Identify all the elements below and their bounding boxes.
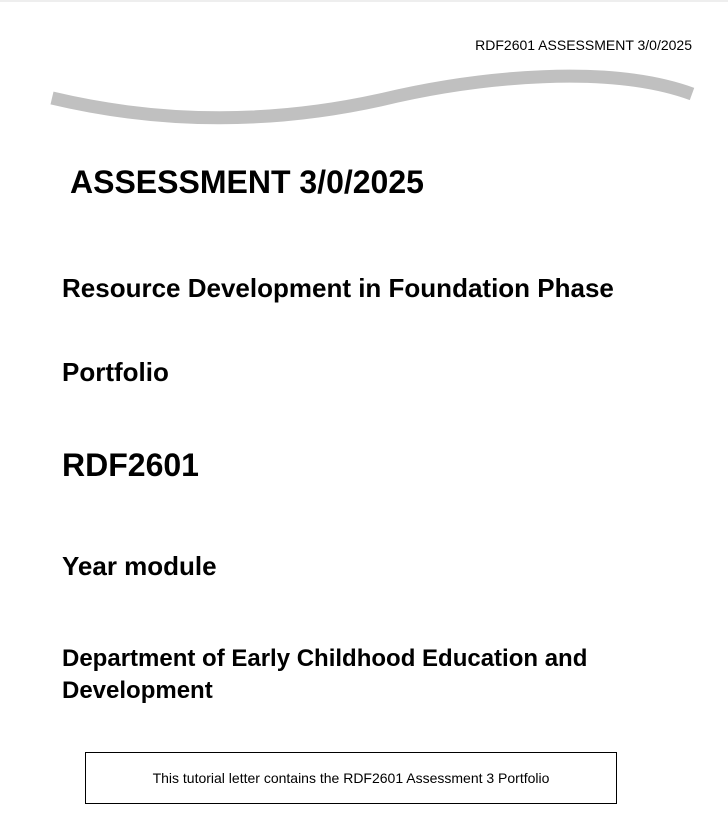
page-top-border <box>0 0 728 2</box>
tutorial-note-text: This tutorial letter contains the RDF2601 Assessment 3 Portfolio <box>152 770 550 786</box>
module-duration: Year module <box>62 551 217 581</box>
header-code: RDF2601 ASSESSMENT 3/0/2025 <box>475 37 692 53</box>
module-name: Resource Development in Foundation Phase <box>62 273 614 303</box>
decorative-wave-banner <box>50 62 696 134</box>
page-title: ASSESSMENT 3/0/2025 <box>70 164 424 200</box>
module-code: RDF2601 <box>62 447 199 483</box>
department-name: Department of Early Childhood Education and Development <box>62 645 588 704</box>
tutorial-note-box <box>85 752 617 804</box>
document-type: Portfolio <box>62 357 169 387</box>
